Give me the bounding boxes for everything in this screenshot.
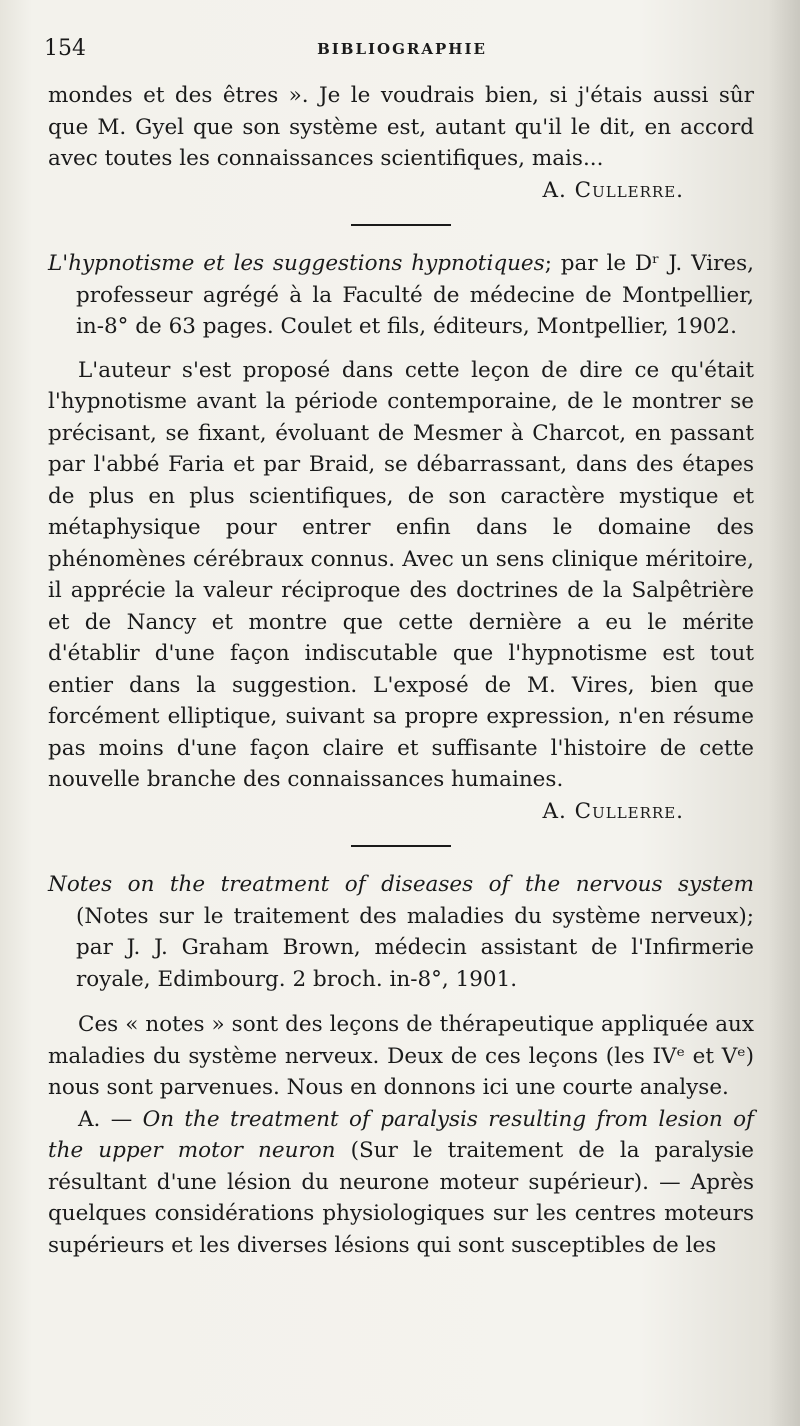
review-1-details: ; par le Dʳ J. Vires, professeur agrégé à la Faculté de médecine de Montpellier, in-8° de 63 pages. Coulet et fils, éditeurs, Montpellier, 1902.: [76, 251, 754, 339]
page-content: [48, 80, 754, 1261]
review-2-subsection: [48, 1104, 754, 1262]
signature-1: A. Cullerre.: [542, 177, 684, 203]
review-1-title: L'hypnotisme et les suggestions hypnotiques: [48, 251, 545, 276]
review-1-citation: [48, 248, 754, 343]
subsection-title: On the treatment of paralysis resulting from lesion of the upper motor neuron: [48, 1106, 754, 1163]
subsection-body: (Sur le traitement de la paralysie résultant d'une lésion du neurone moteur supérieur). — Après quelques considérations physiologiques sur les centres moteurs supérieurs et les diverses lésions qui sont susceptibles de les: [48, 1138, 754, 1258]
page-header: [44, 36, 760, 66]
separator-rule-2: [351, 845, 451, 847]
page-number: 154: [44, 36, 86, 61]
review-2-details: (Notes sur le traitement des maladies du système nerveux); par J. J. Graham Brown, médecin assistant de l'Infirmerie royale, Edimbourg. 2 broch. in-8°, 1901.: [76, 903, 754, 992]
review-1-body: L'auteur s'est proposé dans cette leçon de dire ce qu'était l'hypnotisme avant la période contemporaine, de le montrer se précisant, se fixant, évoluant de Mesmer à Charcot, en passant par l'abbé Faria et par Braid, se débarrassant, dans des étapes de plus en plus scientifiques, de son caractère mystique et métaphysique pour entrer enfin dans le domaine des phénomènes cérébraux connus. Avec un sens clinique méritoire, il apprécie la valeur réciproque des doctrines de la Salpêtrière et de Nancy et montre que cette dernière a eu le mérite d'établir d'une façon indiscutable que l'hypnotisme est tout entier dans la suggestion. L'exposé de M. Vires, bien que forcément elliptique, suivant sa propre expression, n'en résume pas moins d'une façon claire et suffisante l'histoire de cette nouvelle branche des connaissances humaines.: [48, 357, 754, 792]
subsection-prefix: A. —: [78, 1106, 143, 1132]
spacer: [48, 995, 754, 1009]
separator-rule-1: [351, 224, 451, 226]
review-2-title: Notes on the treatment of diseases of the nervous system: [48, 872, 754, 897]
review-2-citation: [48, 869, 754, 995]
running-head: BIBLIOGRAPHIE: [317, 40, 487, 58]
signature-2: A. Cullerre.: [542, 798, 684, 824]
continued-paragraph: mondes et des êtres ». Je le voudrais bien, si j'étais aussi sûr que M. Gyel que son système est, autant qu'il le dit, en accord avec toutes les connaissances scientifiques, mais...: [48, 83, 754, 171]
spacer: [48, 343, 754, 355]
review-2-body: Ces « notes » sont des leçons de thérapeutique appliquée aux maladies du système nerveux. Deux de ces leçons (les IVᵉ et Vᵉ) nous sont parvenues. Nous en donnons ici une courte analyse.: [48, 1012, 754, 1100]
